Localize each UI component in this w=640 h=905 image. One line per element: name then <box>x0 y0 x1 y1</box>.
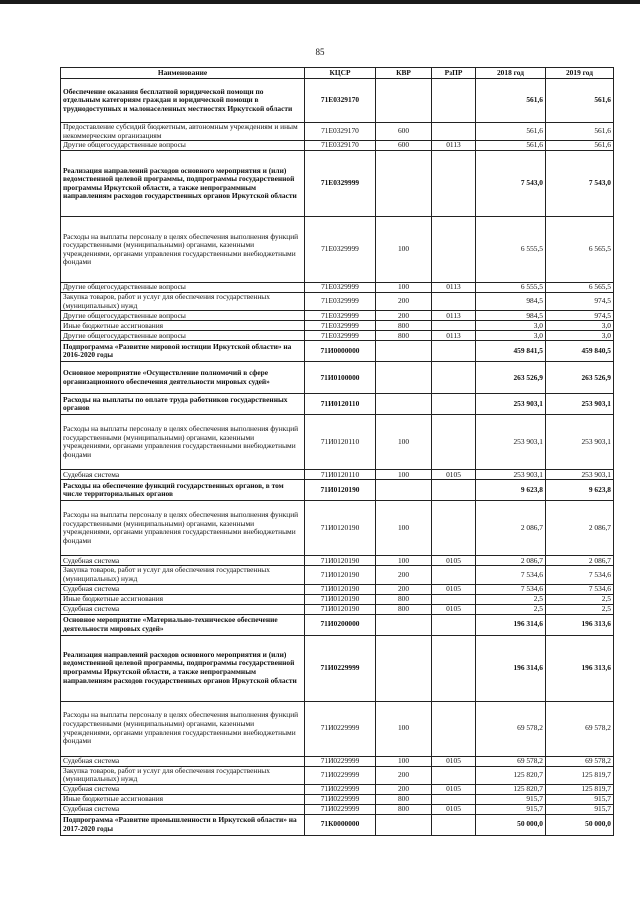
row-kcsr: 71Е0329170 <box>305 141 376 151</box>
row-kvr <box>376 614 432 635</box>
table-row <box>61 701 614 756</box>
table-row <box>61 635 614 701</box>
row-rzpr <box>432 341 476 362</box>
row-amount-2018: 561,6 <box>476 123 546 141</box>
row-name: Иные бюджетные ассигнования <box>61 321 305 331</box>
row-amount-2018: 69 578,2 <box>476 756 546 766</box>
row-amount-2018: 125 820,7 <box>476 784 546 794</box>
row-rzpr: 0105 <box>432 804 476 814</box>
row-kcsr: 71И0229999 <box>305 804 376 814</box>
row-kvr <box>376 480 432 501</box>
row-kcsr: 71Е0329999 <box>305 283 376 293</box>
row-kvr: 200 <box>376 766 432 784</box>
row-kvr <box>376 635 432 701</box>
row-amount-2019: 253 903,1 <box>546 470 614 480</box>
row-kcsr: 71И0229999 <box>305 784 376 794</box>
row-kvr: 200 <box>376 566 432 584</box>
row-kcsr: 71Е0329999 <box>305 217 376 283</box>
table-row <box>61 814 614 835</box>
row-rzpr <box>432 415 476 470</box>
table-row <box>61 293 614 311</box>
row-amount-2019: 263 526,9 <box>546 362 614 394</box>
row-rzpr: 0105 <box>432 784 476 794</box>
table-row <box>61 470 614 480</box>
row-name: Предоставление субсидий бюджетным, автономным учреждениям и иным некоммерческим организациям <box>61 123 305 141</box>
row-name: Расходы на выплаты персоналу в целях обеспечения выполнения функций государственными (муниципальными) органами, казенными учреждениями, органами управления государственными внебюджетными фондами <box>61 501 305 556</box>
row-rzpr <box>432 293 476 311</box>
row-name: Расходы на выплаты персоналу в целях обеспечения выполнения функций государственными (муниципальными) органами, казенными учреждениями, органами управления государственными внебюджетными фондами <box>61 415 305 470</box>
row-name: Основное мероприятие «Материально-техническое обеспечение деятельности мировых судей» <box>61 614 305 635</box>
table-row <box>61 311 614 321</box>
header-kvr: КВР <box>376 68 432 79</box>
table-row <box>61 584 614 594</box>
row-name: Закупка товаров, работ и услуг для обеспечения государственных (муниципальных) нужд <box>61 766 305 784</box>
row-name: Подпрограмма «Развитие промышленности в Иркутской области» на 2017-2020 годы <box>61 814 305 835</box>
row-amount-2018: 915,7 <box>476 794 546 804</box>
table-row <box>61 331 614 341</box>
table-row <box>61 594 614 604</box>
row-kcsr: 71И0229999 <box>305 756 376 766</box>
row-name: Судебная система <box>61 804 305 814</box>
page-number: 85 <box>315 47 325 57</box>
row-rzpr: 0105 <box>432 584 476 594</box>
header-kcsr: КЦСР <box>305 68 376 79</box>
row-kcsr: 71Е0329999 <box>305 293 376 311</box>
row-amount-2018: 69 578,2 <box>476 701 546 756</box>
row-amount-2019: 561,6 <box>546 79 614 123</box>
row-kvr: 600 <box>376 123 432 141</box>
row-amount-2019: 7 534,6 <box>546 584 614 594</box>
row-kvr <box>376 151 432 217</box>
table-row <box>61 141 614 151</box>
scan-top-edge <box>0 0 640 4</box>
row-amount-2019: 125 819,7 <box>546 784 614 794</box>
row-amount-2019: 6 565,5 <box>546 217 614 283</box>
row-kcsr: 71И0229999 <box>305 766 376 784</box>
row-kvr: 200 <box>376 293 432 311</box>
table-row <box>61 566 614 584</box>
row-amount-2018: 7 534,6 <box>476 566 546 584</box>
row-rzpr: 0105 <box>432 470 476 480</box>
table-row <box>61 614 614 635</box>
row-kcsr: 71И0200000 <box>305 614 376 635</box>
row-kvr <box>376 814 432 835</box>
row-rzpr <box>432 151 476 217</box>
row-kcsr: 71И0120110 <box>305 415 376 470</box>
row-kvr: 100 <box>376 501 432 556</box>
row-amount-2019: 7 534,6 <box>546 566 614 584</box>
row-amount-2018: 253 903,1 <box>476 415 546 470</box>
row-amount-2018: 984,5 <box>476 293 546 311</box>
row-name: Судебная система <box>61 756 305 766</box>
row-amount-2018: 984,5 <box>476 311 546 321</box>
row-amount-2019: 69 578,2 <box>546 701 614 756</box>
row-rzpr: 0105 <box>432 604 476 614</box>
row-kcsr: 71К0000000 <box>305 814 376 835</box>
row-kcsr: 71Е0329170 <box>305 123 376 141</box>
row-rzpr <box>432 794 476 804</box>
row-name: Судебная система <box>61 556 305 566</box>
row-kcsr: 71И0120190 <box>305 584 376 594</box>
row-rzpr: 0113 <box>432 311 476 321</box>
table-row <box>61 283 614 293</box>
row-rzpr <box>432 635 476 701</box>
row-kcsr: 71И0120110 <box>305 470 376 480</box>
row-amount-2018: 7 534,6 <box>476 584 546 594</box>
row-kcsr: 71Е0329999 <box>305 311 376 321</box>
table-row <box>61 415 614 470</box>
header-2019: 2019 год <box>546 68 614 79</box>
row-amount-2019: 253 903,1 <box>546 415 614 470</box>
row-rzpr: 0113 <box>432 141 476 151</box>
row-rzpr <box>432 614 476 635</box>
row-amount-2018: 7 543,0 <box>476 151 546 217</box>
table-row <box>61 501 614 556</box>
row-rzpr <box>432 321 476 331</box>
row-name: Обеспечение оказания бесплатной юридической помощи по отдельным категориям граждан и юридической помощи в труднодоступных и малонаселенных местностях Иркутской области <box>61 79 305 123</box>
table-row <box>61 394 614 415</box>
row-name: Судебная система <box>61 604 305 614</box>
row-amount-2018: 459 841,5 <box>476 341 546 362</box>
row-amount-2019: 7 543,0 <box>546 151 614 217</box>
table-row <box>61 341 614 362</box>
row-kcsr: 71И0120190 <box>305 480 376 501</box>
row-rzpr <box>432 394 476 415</box>
row-amount-2019: 253 903,1 <box>546 394 614 415</box>
row-amount-2018: 196 314,6 <box>476 614 546 635</box>
row-name: Расходы на обеспечение функций государственных органов, в том числе территориальных органов <box>61 480 305 501</box>
row-kvr: 200 <box>376 311 432 321</box>
row-amount-2018: 3,0 <box>476 331 546 341</box>
row-kcsr: 71И0000000 <box>305 341 376 362</box>
header-2018: 2018 год <box>476 68 546 79</box>
row-amount-2018: 196 314,6 <box>476 635 546 701</box>
row-amount-2019: 2,5 <box>546 594 614 604</box>
row-rzpr: 0105 <box>432 556 476 566</box>
row-kcsr: 71И0100000 <box>305 362 376 394</box>
row-kcsr: 71Е0329999 <box>305 321 376 331</box>
header-name: Наименование <box>61 68 305 79</box>
table-header-row <box>61 68 614 79</box>
row-amount-2018: 561,6 <box>476 141 546 151</box>
row-amount-2018: 9 623,8 <box>476 480 546 501</box>
budget-table <box>60 67 614 836</box>
row-rzpr <box>432 501 476 556</box>
row-rzpr <box>432 566 476 584</box>
table-row <box>61 804 614 814</box>
row-kcsr: 71И0120190 <box>305 556 376 566</box>
row-kvr: 100 <box>376 470 432 480</box>
row-name: Расходы на выплаты персоналу в целях обеспечения выполнения функций государственными (муниципальными) органами, казенными учреждениями, органами управления государственными внебюджетными фондами <box>61 701 305 756</box>
header-rzpr: РзПР <box>432 68 476 79</box>
row-amount-2019: 3,0 <box>546 321 614 331</box>
table-row <box>61 321 614 331</box>
row-name: Судебная система <box>61 584 305 594</box>
row-amount-2019: 196 313,6 <box>546 635 614 701</box>
table-row <box>61 79 614 123</box>
row-kvr: 800 <box>376 594 432 604</box>
row-name: Судебная система <box>61 784 305 794</box>
row-amount-2018: 125 820,7 <box>476 766 546 784</box>
row-amount-2018: 2,5 <box>476 594 546 604</box>
row-rzpr <box>432 766 476 784</box>
row-name: Закупка товаров, работ и услуг для обеспечения государственных (муниципальных) нужд <box>61 293 305 311</box>
row-kvr: 200 <box>376 584 432 594</box>
row-name: Основное мероприятие «Осуществление полномочий в сфере организационного обеспечения деятельности мировых судей» <box>61 362 305 394</box>
row-name: Другие общегосударственные вопросы <box>61 283 305 293</box>
row-kvr: 100 <box>376 415 432 470</box>
row-amount-2019: 196 313,6 <box>546 614 614 635</box>
row-kvr: 100 <box>376 756 432 766</box>
row-amount-2019: 6 565,5 <box>546 283 614 293</box>
table-row <box>61 151 614 217</box>
row-amount-2019: 561,6 <box>546 141 614 151</box>
row-kvr: 800 <box>376 321 432 331</box>
row-kvr: 100 <box>376 556 432 566</box>
row-rzpr <box>432 217 476 283</box>
row-kcsr: 71И0120190 <box>305 594 376 604</box>
row-amount-2019: 561,6 <box>546 123 614 141</box>
table-row <box>61 480 614 501</box>
row-amount-2018: 253 903,1 <box>476 470 546 480</box>
table-row <box>61 604 614 614</box>
row-kcsr: 71И0120190 <box>305 566 376 584</box>
row-amount-2019: 69 578,2 <box>546 756 614 766</box>
row-rzpr <box>432 594 476 604</box>
row-rzpr: 0105 <box>432 756 476 766</box>
row-kcsr: 71Е0329170 <box>305 79 376 123</box>
row-name: Расходы на выплаты персоналу в целях обеспечения выполнения функций государственными (муниципальными) органами, казенными учреждениями, органами управления государственными внебюджетными фондами <box>61 217 305 283</box>
row-kcsr: 71И0120190 <box>305 501 376 556</box>
row-kcsr: 71И0229999 <box>305 635 376 701</box>
row-rzpr: 0113 <box>432 283 476 293</box>
row-amount-2018: 6 555,5 <box>476 283 546 293</box>
row-amount-2018: 2 086,7 <box>476 556 546 566</box>
row-name: Другие общегосударственные вопросы <box>61 311 305 321</box>
row-name: Судебная система <box>61 470 305 480</box>
row-amount-2019: 2 086,7 <box>546 501 614 556</box>
row-amount-2019: 2 086,7 <box>546 556 614 566</box>
row-kvr <box>376 79 432 123</box>
row-name: Иные бюджетные ассигнования <box>61 794 305 804</box>
row-rzpr: 0113 <box>432 331 476 341</box>
row-amount-2018: 253 903,1 <box>476 394 546 415</box>
row-rzpr <box>432 814 476 835</box>
row-kvr: 200 <box>376 784 432 794</box>
table-body <box>61 79 614 836</box>
table-row <box>61 217 614 283</box>
row-amount-2019: 915,7 <box>546 804 614 814</box>
row-name: Расходы на выплаты по оплате труда работников государственных органов <box>61 394 305 415</box>
row-name: Иные бюджетные ассигнования <box>61 594 305 604</box>
row-rzpr <box>432 480 476 501</box>
row-name: Другие общегосударственные вопросы <box>61 141 305 151</box>
row-kcsr: 71И0120110 <box>305 394 376 415</box>
row-amount-2018: 50 000,0 <box>476 814 546 835</box>
row-amount-2018: 3,0 <box>476 321 546 331</box>
table-row <box>61 362 614 394</box>
row-amount-2019: 915,7 <box>546 794 614 804</box>
row-kvr: 600 <box>376 141 432 151</box>
row-kvr <box>376 362 432 394</box>
row-amount-2018: 263 526,9 <box>476 362 546 394</box>
row-kvr: 100 <box>376 217 432 283</box>
row-kvr: 100 <box>376 283 432 293</box>
row-kvr <box>376 394 432 415</box>
table-row <box>61 766 614 784</box>
table-row <box>61 556 614 566</box>
row-amount-2019: 974,5 <box>546 293 614 311</box>
row-amount-2019: 50 000,0 <box>546 814 614 835</box>
row-amount-2018: 6 555,5 <box>476 217 546 283</box>
table-row <box>61 123 614 141</box>
row-kcsr: 71И0229999 <box>305 701 376 756</box>
table-row <box>61 784 614 794</box>
row-name: Другие общегосударственные вопросы <box>61 331 305 341</box>
row-rzpr <box>432 701 476 756</box>
table-row <box>61 756 614 766</box>
row-name: Закупка товаров, работ и услуг для обеспечения государственных (муниципальных) нужд <box>61 566 305 584</box>
row-name: Реализация направлений расходов основного мероприятия и (или) ведомственной целевой программы, подпрограммы государственной программы Иркутской области, а также непрограммным направлениям расходов государственных органов Иркутской области <box>61 151 305 217</box>
row-kvr: 800 <box>376 794 432 804</box>
row-kcsr: 71Е0329999 <box>305 331 376 341</box>
row-amount-2018: 2,5 <box>476 604 546 614</box>
row-amount-2019: 459 840,5 <box>546 341 614 362</box>
row-kvr <box>376 341 432 362</box>
row-kvr: 800 <box>376 331 432 341</box>
row-kcsr: 71Е0329999 <box>305 151 376 217</box>
row-kcsr: 71И0120190 <box>305 604 376 614</box>
row-kvr: 800 <box>376 804 432 814</box>
row-amount-2018: 561,6 <box>476 79 546 123</box>
row-amount-2019: 125 819,7 <box>546 766 614 784</box>
row-amount-2019: 2,5 <box>546 604 614 614</box>
row-kcsr: 71И0229999 <box>305 794 376 804</box>
row-name: Реализация направлений расходов основного мероприятия и (или) ведомственной целевой программы, подпрограммы государственной программы Иркутской области, а также непрограммным направлениям расходов государственных органов Иркутской области <box>61 635 305 701</box>
row-amount-2019: 974,5 <box>546 311 614 321</box>
row-rzpr <box>432 123 476 141</box>
row-amount-2019: 9 623,8 <box>546 480 614 501</box>
row-kvr: 100 <box>376 701 432 756</box>
row-rzpr <box>432 79 476 123</box>
row-rzpr <box>432 362 476 394</box>
row-amount-2018: 915,7 <box>476 804 546 814</box>
row-amount-2019: 3,0 <box>546 331 614 341</box>
row-kvr: 800 <box>376 604 432 614</box>
table-row <box>61 794 614 804</box>
row-name: Подпрограмма «Развитие мировой юстиции Иркутской области» на 2016-2020 годы <box>61 341 305 362</box>
row-amount-2018: 2 086,7 <box>476 501 546 556</box>
